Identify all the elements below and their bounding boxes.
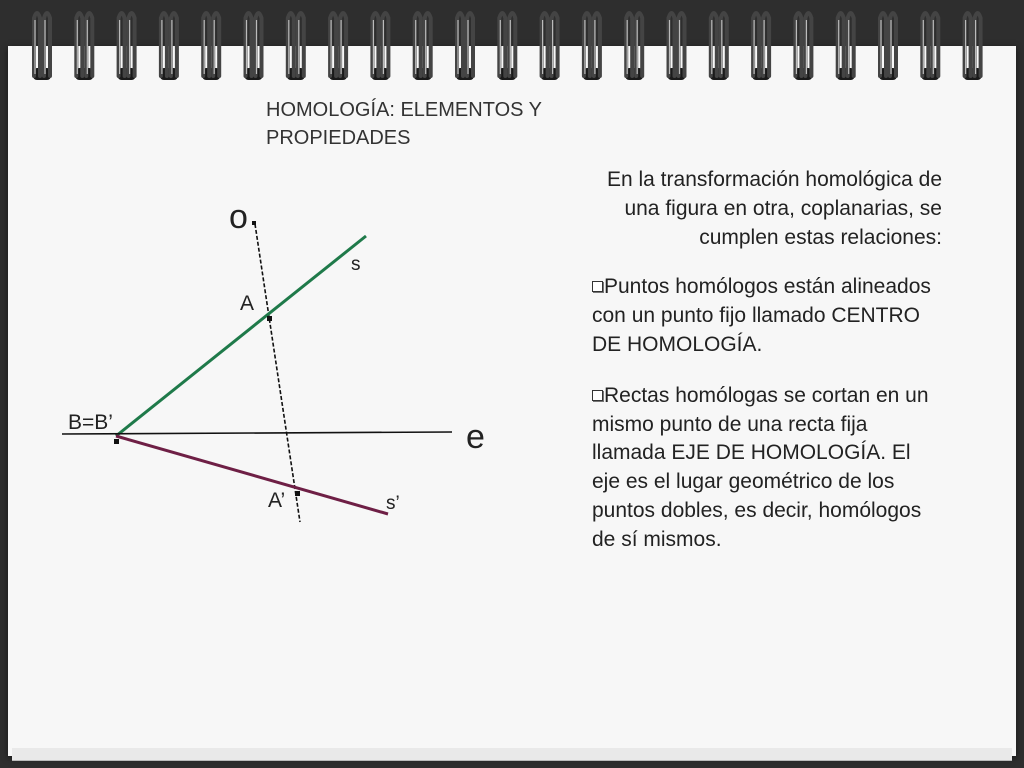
point-b-label: B=B’: [68, 411, 113, 434]
bullet-text-center: Puntos homólogos están alineados con un punto fijo llamado CENTRO DE HOMOLOGÍA.: [592, 275, 931, 356]
bullet-item-center: [592, 273, 942, 359]
page-title: HOMOLOGÍA: ELEMENTOS Y PROPIEDADES: [266, 99, 542, 149]
line-s-label: s: [351, 254, 361, 275]
checkbox-bullet-icon: [592, 390, 603, 401]
center-o-marker: [252, 221, 256, 225]
center-label: o: [229, 198, 248, 236]
bullet-item-axis: [592, 382, 942, 555]
point-b-marker: [114, 439, 119, 444]
explanation-text: [592, 166, 942, 577]
axis-e-label: e: [466, 418, 485, 456]
point-a-label: A: [240, 292, 255, 315]
checkbox-bullet-icon: [592, 281, 603, 292]
point-a-prime-marker: [295, 491, 300, 496]
line-s: [116, 236, 366, 436]
point-a-prime-label: A’: [268, 489, 286, 512]
intro-paragraph: En la transformación homológica de una figura en otra, coplanarias, se cumplen estas relaciones:: [606, 168, 942, 249]
line-s-prime: [116, 436, 388, 514]
point-a-marker: [267, 316, 272, 321]
bullet-text-axis: Rectas homólogas se cortan en un mismo punto de una recta fija llamada EJE DE HOMOLOGÍA. El eje es el lugar geométrico de los puntos dobles, es decir, homólogos de sí mismos.: [592, 383, 929, 551]
line-s-prime-label: s’: [386, 493, 400, 514]
